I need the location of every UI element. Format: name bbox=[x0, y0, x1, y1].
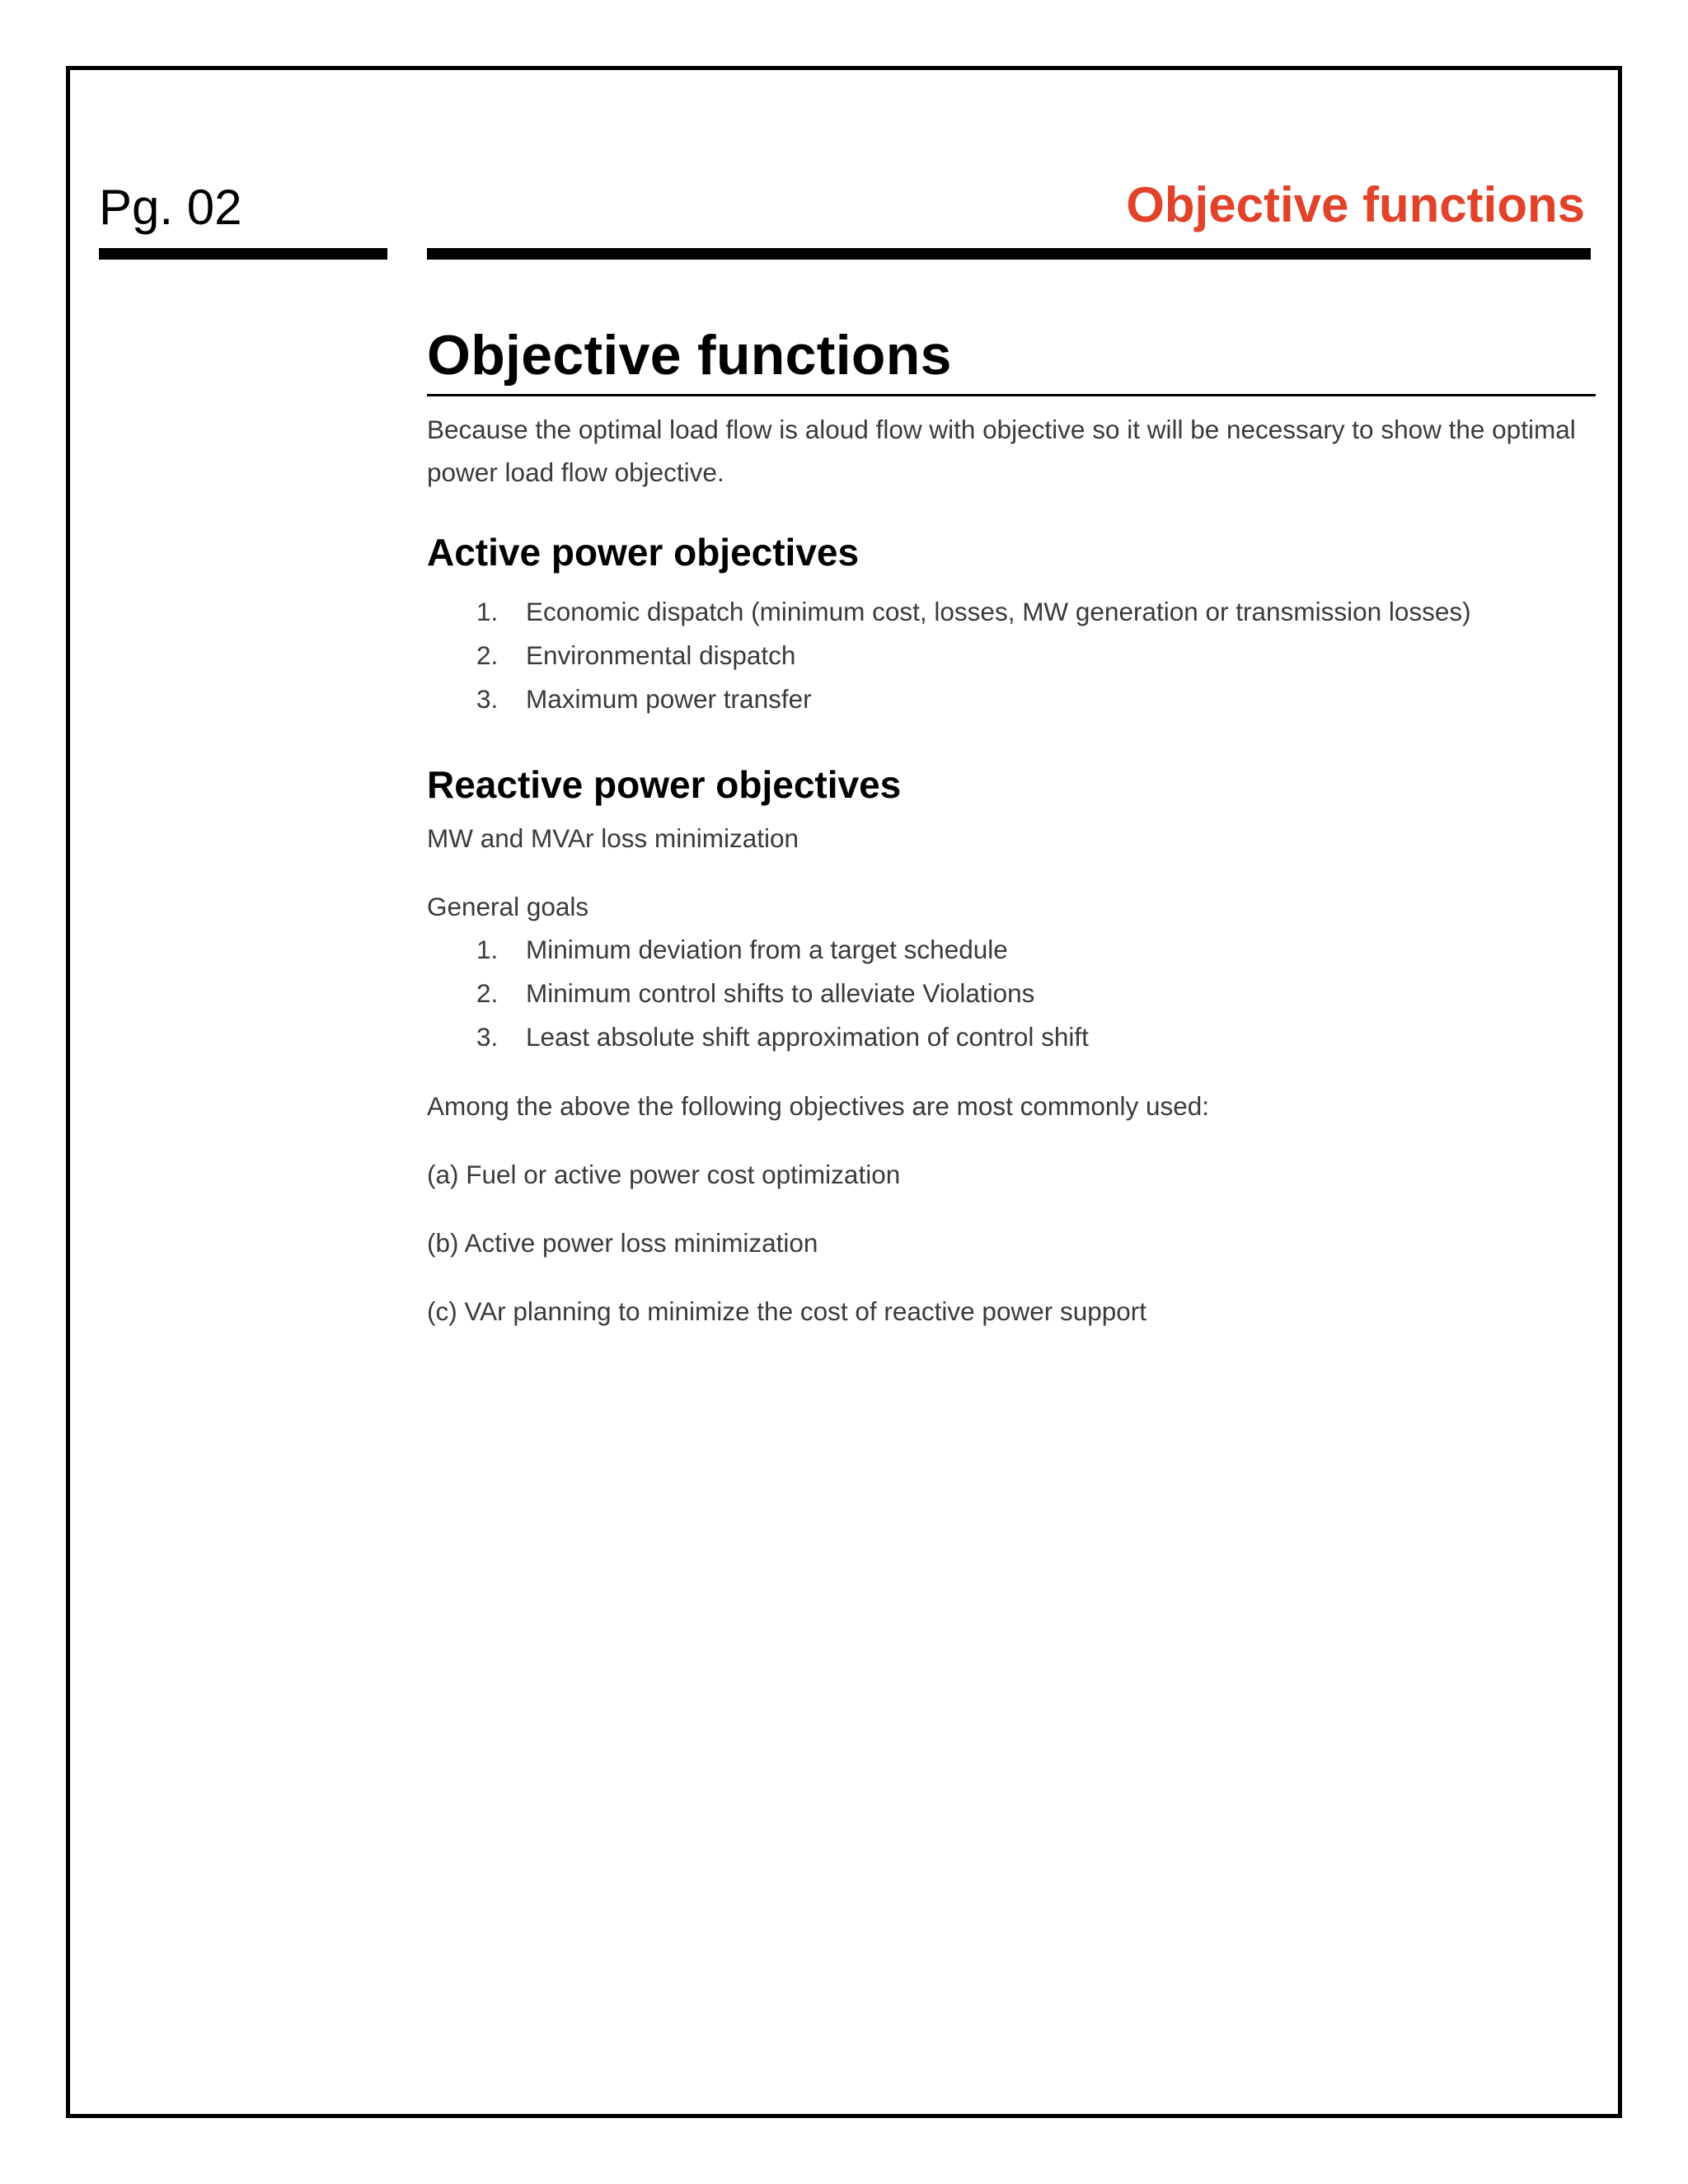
list-item-text: Economic dispatch (minimum cost, losses, MW generation or transmission losses) bbox=[526, 596, 1471, 626]
reactive-power-heading: Reactive power objectives bbox=[427, 762, 902, 806]
active-power-list bbox=[427, 590, 1596, 721]
list-item-number: 3. bbox=[476, 1022, 499, 1052]
list-item-number: 3. bbox=[476, 683, 499, 714]
list-item-text: Minimum control shifts to alleviate Violations bbox=[526, 978, 1035, 1009]
list-item-number: 1. bbox=[476, 596, 499, 626]
objective-b: (b) Active power loss minimization bbox=[427, 1228, 818, 1258]
main-content bbox=[427, 323, 1596, 1333]
list-item bbox=[427, 590, 1596, 634]
header-rule-left bbox=[99, 248, 387, 260]
list-item-number: 2. bbox=[476, 978, 499, 1009]
list-item bbox=[427, 1015, 1596, 1059]
list-item-text: Environmental dispatch bbox=[526, 640, 796, 670]
list-item-text: Least absolute shift approximation of control shift bbox=[526, 1022, 1089, 1052]
intro-paragraph: Because the optimal load flow is aloud flow with objective so it will be necessary to show the optimal power load flow objective. bbox=[427, 415, 1576, 488]
list-item bbox=[427, 972, 1596, 1015]
list-item bbox=[427, 928, 1596, 972]
page-number: Pg. 02 bbox=[99, 180, 242, 235]
header-title: Objective functions bbox=[1126, 177, 1585, 232]
general-goals-list bbox=[427, 928, 1596, 1059]
objective-c: (c) VAr planning to minimize the cost of reactive power support bbox=[427, 1296, 1147, 1327]
page-title: Objective functions bbox=[427, 323, 1596, 396]
list-item-number: 1. bbox=[476, 935, 499, 965]
reactive-power-text: MW and MVAr loss minimization bbox=[427, 823, 799, 854]
list-item bbox=[427, 634, 1596, 677]
list-item-number: 2. bbox=[476, 640, 499, 670]
list-item-text: Minimum deviation from a target schedule bbox=[526, 935, 1008, 965]
active-power-heading: Active power objectives bbox=[427, 531, 860, 574]
list-item bbox=[427, 677, 1596, 721]
objective-a: (a) Fuel or active power cost optimization bbox=[427, 1160, 901, 1190]
general-goals-label: General goals bbox=[427, 892, 589, 922]
list-item-text: Maximum power transfer bbox=[526, 683, 812, 714]
common-objectives-intro: Among the above the following objectives are most commonly used: bbox=[427, 1091, 1209, 1122]
header-rule-right bbox=[427, 248, 1591, 260]
